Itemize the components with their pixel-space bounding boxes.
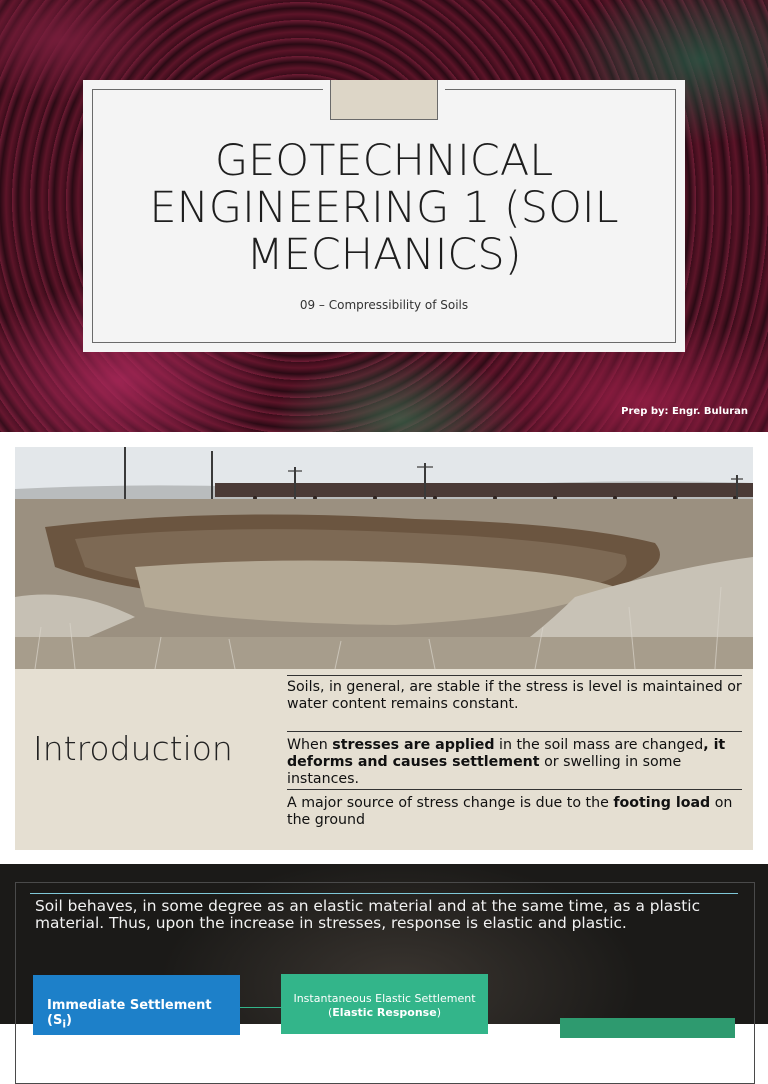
title-card-tab <box>330 80 438 120</box>
immediate-settlement-box: Immediate Settlement $(S_i)$ <box>33 975 240 1035</box>
author-credit: Prep by: Engr. Buluran <box>621 406 748 417</box>
bullet-stress-applied: When stresses are applied in the soil mass are changed, it deforms and causes settlement or swelling in some instances. <box>287 737 742 788</box>
elastic-settlement-box: Instantaneous Elastic Settlement (Elastic Response) <box>281 974 488 1034</box>
slide-subtitle: 09 – Compressibility of Soils <box>299 298 469 312</box>
secondary-box <box>560 1018 735 1038</box>
title-card <box>83 80 685 352</box>
accent-line <box>30 893 738 894</box>
introduction-slide <box>0 432 768 864</box>
title-slide <box>0 0 768 432</box>
bullet-footing-load: A major source of stress change is due to the footing load on the ground <box>287 795 742 829</box>
settlement-slide <box>0 864 768 1031</box>
elastic-plastic-paragraph: Soil behaves, in some degree as an elastic material and at the same time, as a plastic material. Thus, upon the increase in stresses, response is elastic and plastic. <box>35 897 701 932</box>
sinkhole-photo <box>15 447 753 669</box>
introduction-heading: Introduction <box>33 729 233 768</box>
bullet-stability: Soils, in general, are stable if the stress is level is maintained or water content remains constant. <box>287 679 742 713</box>
introduction-panel <box>15 669 753 850</box>
connector-line <box>240 1007 281 1008</box>
slide-title: GEOTECHNICAL ENGINEERING 1 (SOIL MECHANICS) <box>149 136 619 280</box>
